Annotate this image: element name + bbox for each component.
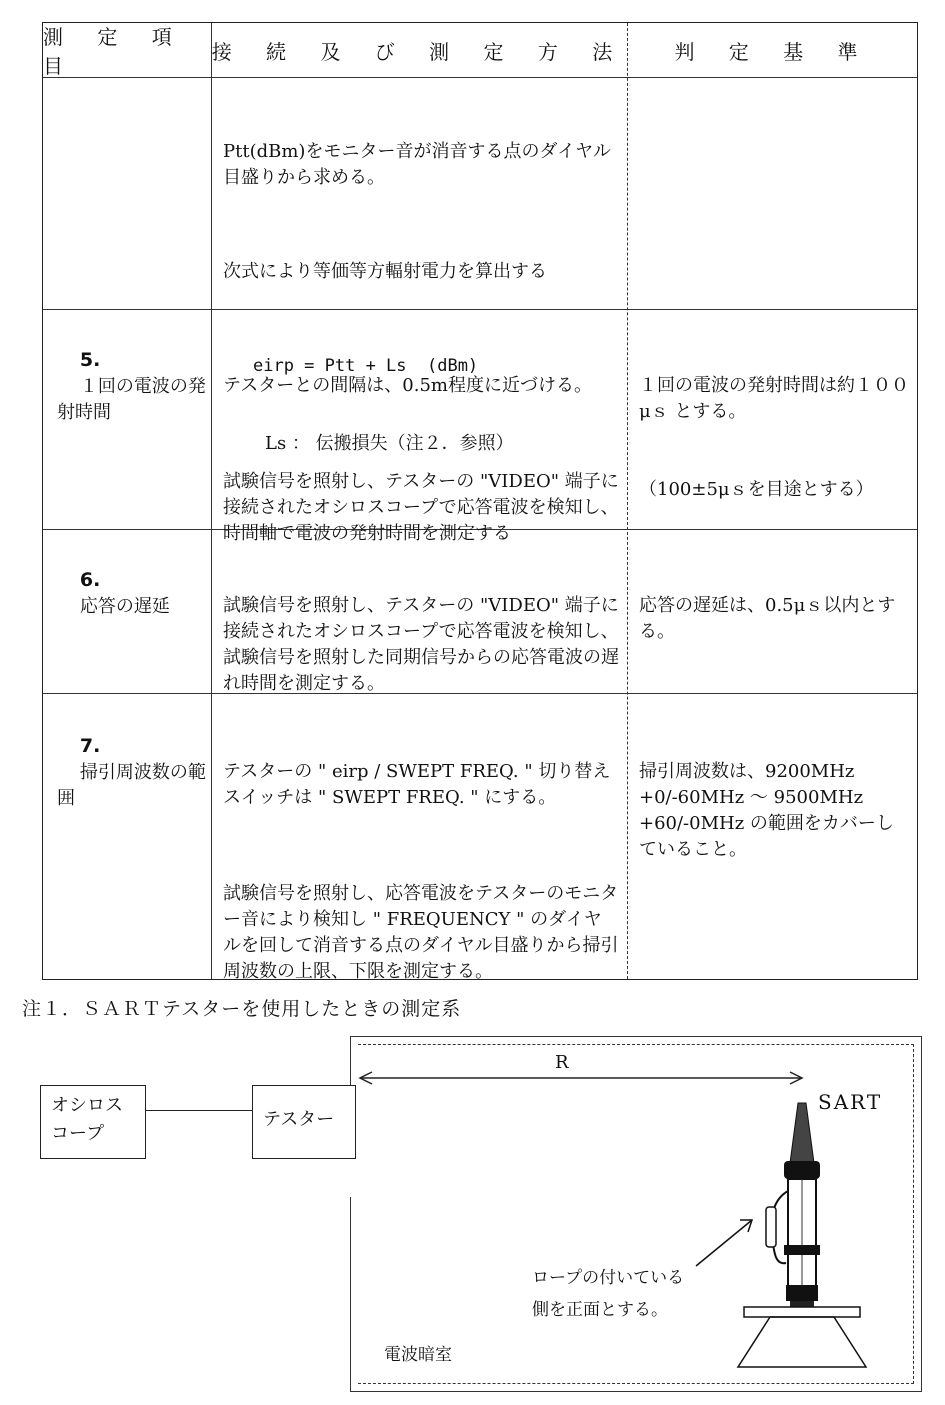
- row7-method: [223, 707, 619, 1037]
- row6-item: [57, 541, 207, 646]
- row5-item: [57, 321, 207, 452]
- rope-note-line: 側を正面とする。: [532, 1300, 668, 1320]
- distance-label: R: [555, 1052, 569, 1073]
- formula: eirp = Ptt + Ls (dBm): [253, 356, 479, 376]
- criteria-text: １回の電波の発射時間は約１００μｓ とする。: [639, 375, 909, 422]
- criteria-text: （100±5μｓを目途とする）: [639, 479, 874, 500]
- row7-item: [57, 707, 207, 838]
- item-label: １回の電波の発射時間: [57, 376, 206, 423]
- row6-criteria: [639, 541, 911, 697]
- criteria-text: 掃引周波数は、9200MHz +0/-60MHz ～ 9500MHz +60/-0MHz の範囲をカバーしていること。: [639, 761, 894, 860]
- formula-note: Ls ： 伝搬損失（注２．参照）: [265, 433, 514, 454]
- method-text: 試験信号を照射し、テスターの "VIDEO" 端子に接続されたオシロスコープで応答電波を検知し、試験信号を照射した同期信号からの応答電波の遅れ時間を測定する。: [223, 595, 619, 694]
- measurement-table: [42, 22, 918, 980]
- header-method: 接 続 及 び 測 定 方 法: [211, 39, 627, 64]
- method-text: Ptt(dBm)をモニター音が消音する点のダイヤル目盛りから求める。: [223, 141, 611, 188]
- row5-criteria: [639, 321, 911, 555]
- tester-box: テスター: [252, 1085, 356, 1159]
- rope-note: [532, 1262, 684, 1326]
- item-number: 5.: [79, 349, 101, 371]
- item-number: 6.: [79, 569, 101, 591]
- method-text: 次式により等価等方輻射電力を算出する: [223, 261, 547, 282]
- method-text: テスターの " eirp / SWEPT FREQ. " 切り替えスイッチは " SWEPT FREQ. " にする。: [223, 761, 611, 808]
- col-divider: [211, 23, 212, 979]
- item-label: 掃引周波数の範囲: [57, 762, 206, 809]
- row7-criteria: [639, 707, 911, 915]
- method-text: テスターとの間隔は、0.5m程度に近づける。: [223, 375, 592, 396]
- sart-label: SART: [818, 1090, 883, 1114]
- method-text: 試験信号を照射し、応答電波をテスターのモニター音により検知し " FREQUENCY " のダイヤルを回して消音する点のダイヤル目盛りから掃引周波数の上限、下限を測定する。: [223, 883, 619, 982]
- header-item: 測 定 項 目: [43, 25, 186, 78]
- header-criteria: 判 定 基 準: [674, 39, 872, 64]
- anechoic-room-label: 電波暗室: [384, 1345, 452, 1365]
- distance-arrow: [356, 1068, 806, 1088]
- note-1: 注１．ＳＡＲＴテスターを使用したときの測定系: [22, 998, 462, 1020]
- item-label: 応答の遅延: [79, 596, 170, 617]
- cable-line: [146, 1110, 252, 1111]
- criteria-text: 応答の遅延は、0.5μｓ以内とする。: [639, 595, 896, 642]
- oscilloscope-box: オシロスコープ: [40, 1085, 146, 1159]
- method-text: 試験信号を照射し、テスターの "VIDEO" 端子に接続されたオシロスコープで応答電波を検知し、時間軸で電波の発射時間を測定する: [223, 471, 619, 544]
- item-number: 7.: [79, 735, 101, 757]
- rope-note-line: ロープの付いている: [532, 1268, 685, 1288]
- col-divider: [627, 23, 628, 979]
- pointer-arrow: [690, 1212, 760, 1272]
